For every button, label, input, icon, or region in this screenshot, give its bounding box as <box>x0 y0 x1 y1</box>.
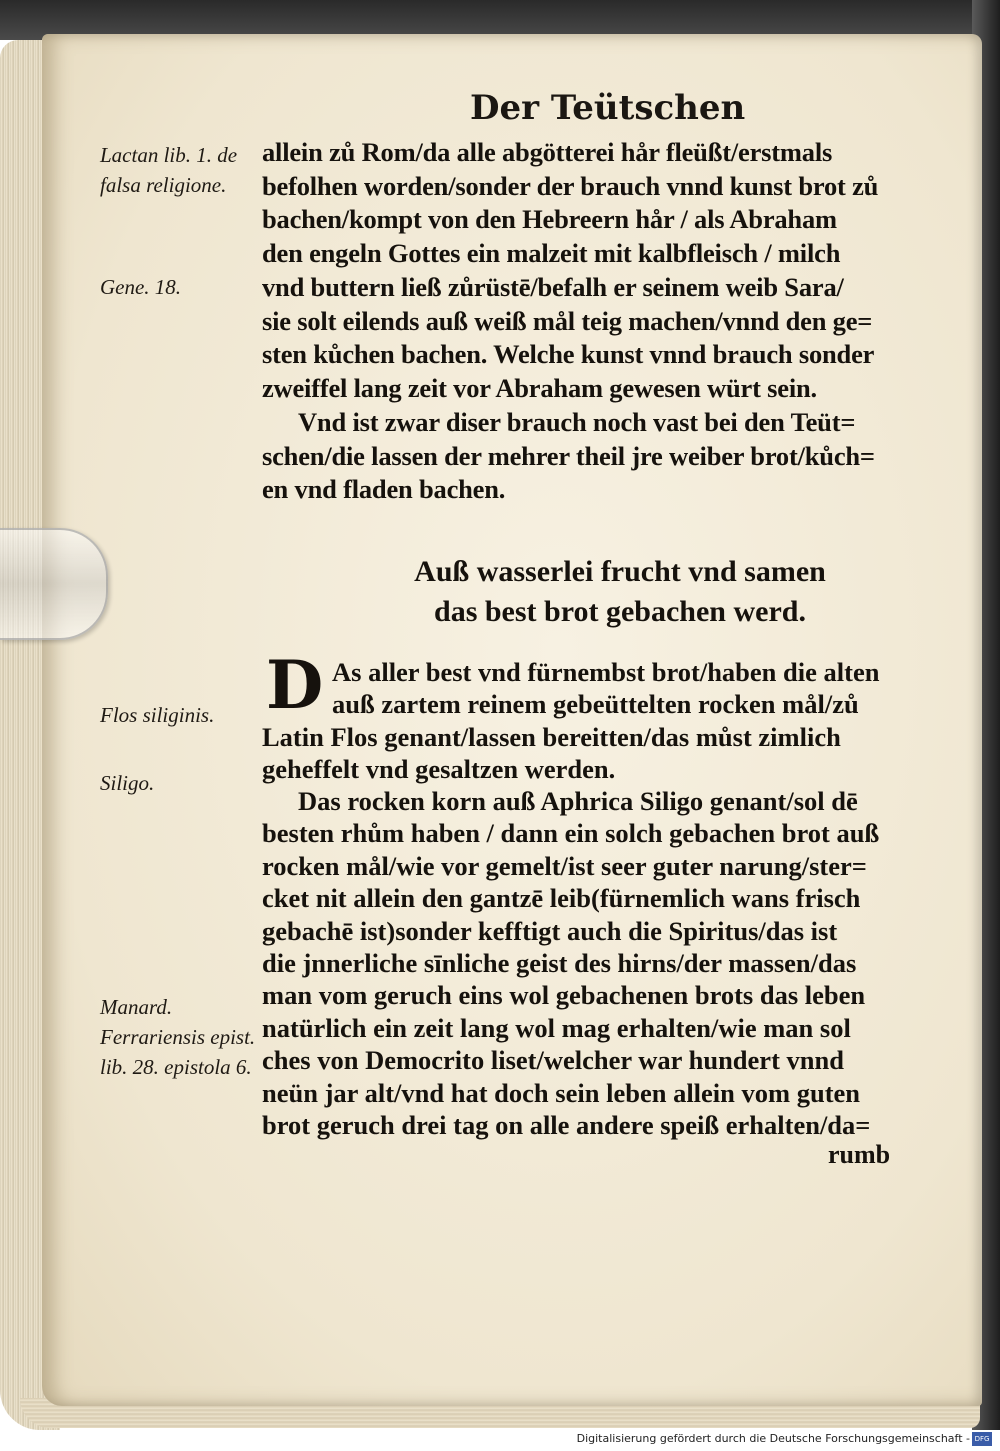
text-line: vnd buttern ließ zůrüstē/befalh er seinem weib Sara/ <box>262 271 844 302</box>
text-line: allein zů Rom/da alle abgötterei hår fleüßt/erstmals <box>262 137 833 167</box>
text-line: zweiffel lang zeit vor Abraham gewesen würt sein. <box>262 372 817 403</box>
text-line: sie solt eilends auß weiß mål teig machen/vnnd den ge= <box>262 305 873 336</box>
text-line: cket nit allein den gantzē leib(fürnemlich wans frisch <box>262 883 861 914</box>
catchword: rumb <box>828 1140 891 1169</box>
text-line: Latin Flos genant/lassen bereitten/das můst zimlich <box>262 721 841 752</box>
margin-note-manard: Manard. Ferrariensis epist. lib. 28. epistola 6. <box>100 995 256 1079</box>
text-line: rocken mål/wie vor gemelt/ist seer guter narung/ster= <box>262 850 867 881</box>
text-line: befolhen worden/sonder der brauch vnnd kunst brot zů <box>262 170 879 201</box>
footer-credit: Digitalisierung gefördert durch die Deutsche Forschungsgemeinschaft - <box>576 1432 970 1445</box>
margin-note-gene: Gene. 18. <box>100 275 182 299</box>
text-line: man vom geruch eins wol gebachenen brots das leben <box>262 980 866 1011</box>
text-line: sten kůchen bachen. Welche kunst vnnd brauch sonder <box>262 339 875 370</box>
margin-note-lactan: Lactan lib. 1. de falsa religione. <box>100 143 238 197</box>
text-line: auß zartem reinem gebeüttelten rocken mål/zů <box>332 689 859 720</box>
heading-line: Auß wasserlei frucht vnd samen <box>414 555 826 588</box>
paragraph-1 <box>262 136 972 406</box>
page-clip <box>0 528 108 640</box>
text-line: brot geruch drei tag on alle andere speiß erhalten/da= <box>262 1110 871 1141</box>
text-line: Das rocken korn auß Aphrica Siligo genant/sol dē <box>298 786 858 816</box>
text-line: Vnd ist zwar diser brauch noch vast bei den Teüt= <box>298 407 856 437</box>
text-line: gebachē ist)sonder kefftigt auch die Spiritus/das ist <box>262 915 838 946</box>
text-line: den engeln Gottes ein malzeit mit kalbfleisch / milch <box>262 238 841 269</box>
text-line: natürlich ein zeit lang wol mag erhalten/wie man sol <box>262 1012 851 1043</box>
section-heading <box>340 552 900 632</box>
text-line: schen/die lassen der mehrer theil jre weiber brot/kůch= <box>262 440 875 471</box>
paragraph-2 <box>262 406 972 507</box>
text-line: en vnd fladen bachen. <box>262 474 506 505</box>
paragraph-4 <box>262 785 972 1141</box>
text-line: geheffelt vnd gesaltzen werden. <box>262 754 616 785</box>
paragraph-3 <box>262 656 972 786</box>
margin-note-flos: Flos siliginis. <box>100 703 215 727</box>
decorated-initial: D <box>266 646 324 724</box>
dfg-logo-icon: DFG <box>972 1432 992 1446</box>
running-head: Der Teütschen <box>470 88 746 128</box>
text-line: As aller best vnd fürnembst brot/haben die alten <box>332 657 880 687</box>
text-line: besten rhům haben / dann ein solch gebachen brot auß <box>262 818 880 849</box>
text-line: bachen/kompt von den Hebreern hår / als Abraham <box>262 204 837 235</box>
heading-line: das best brot gebachen werd. <box>434 595 806 628</box>
text-line: ches von Democrito liset/welcher war hundert vnnd <box>262 1045 844 1076</box>
text-line: die jnnerliche sīnliche geist des hirns/der massen/das <box>262 948 857 979</box>
text-line: neün jar alt/vnd hat doch sein leben allein vom guten <box>262 1077 861 1108</box>
margin-note-siligo: Siligo. <box>100 771 155 795</box>
